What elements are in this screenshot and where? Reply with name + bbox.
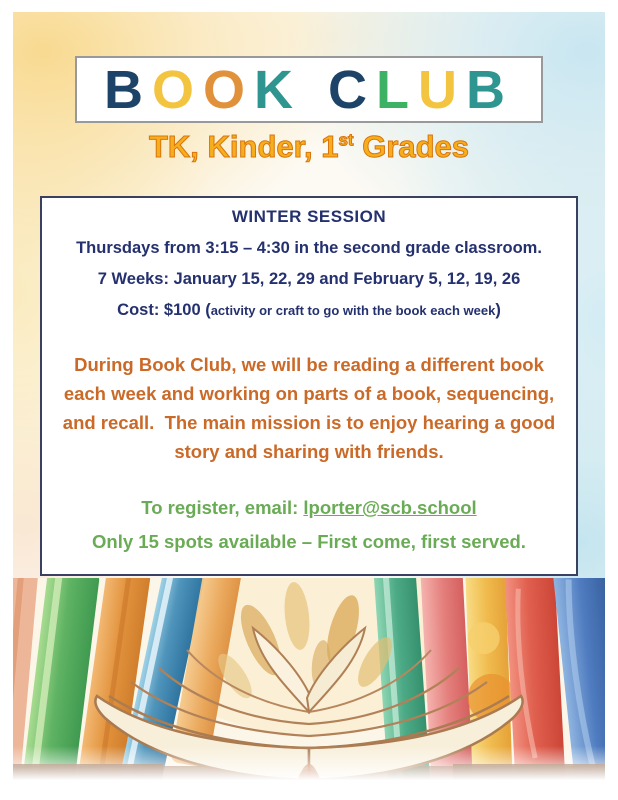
grades-subtitle [0,129,618,165]
cost-detail: activity or craft to go with the book each week [210,303,496,318]
cost-prefix: Cost: $100 ( [117,301,211,319]
subtitle-text: TK, Kinder, 1 [148,129,339,164]
title-letter: C [328,59,377,120]
title-letter: K [254,59,303,120]
books-illustration-svg [13,578,605,790]
books-watercolor-illustration [13,578,605,790]
weeks-line: 7 Weeks: January 15, 22, 29 and February 5, 12, 19, 26 [97,270,521,288]
description-paragraph: During Book Club, we will be reading a different book each week and working on parts of a book, sequencing, and recall. The main mission is to enjoy hearing a good story and sharing with friends. [62,354,561,462]
title-letter: B [466,59,515,120]
cost-line [42,301,576,320]
title-letter: U [418,59,467,120]
book-club-title-box [75,56,543,123]
session-heading: WINTER SESSION [231,207,387,226]
register-line [42,497,576,519]
subtitle-superscript: st [338,130,354,150]
title-letter: B [103,59,152,120]
info-box [40,196,578,576]
title-letter: O [151,59,203,120]
title-letter: O [203,59,255,120]
availability-line: Only 15 spots available – First come, first served. [92,531,526,552]
register-prefix: To register, email: [141,497,304,518]
schedule-line: Thursdays from 3:15 – 4:30 in the second grade classroom. [76,239,542,257]
subtitle-text: Grades [353,129,470,164]
title-letter: L [376,59,419,120]
email-link[interactable]: lporter@scb.school [303,497,477,518]
cost-suffix: ) [495,301,501,319]
